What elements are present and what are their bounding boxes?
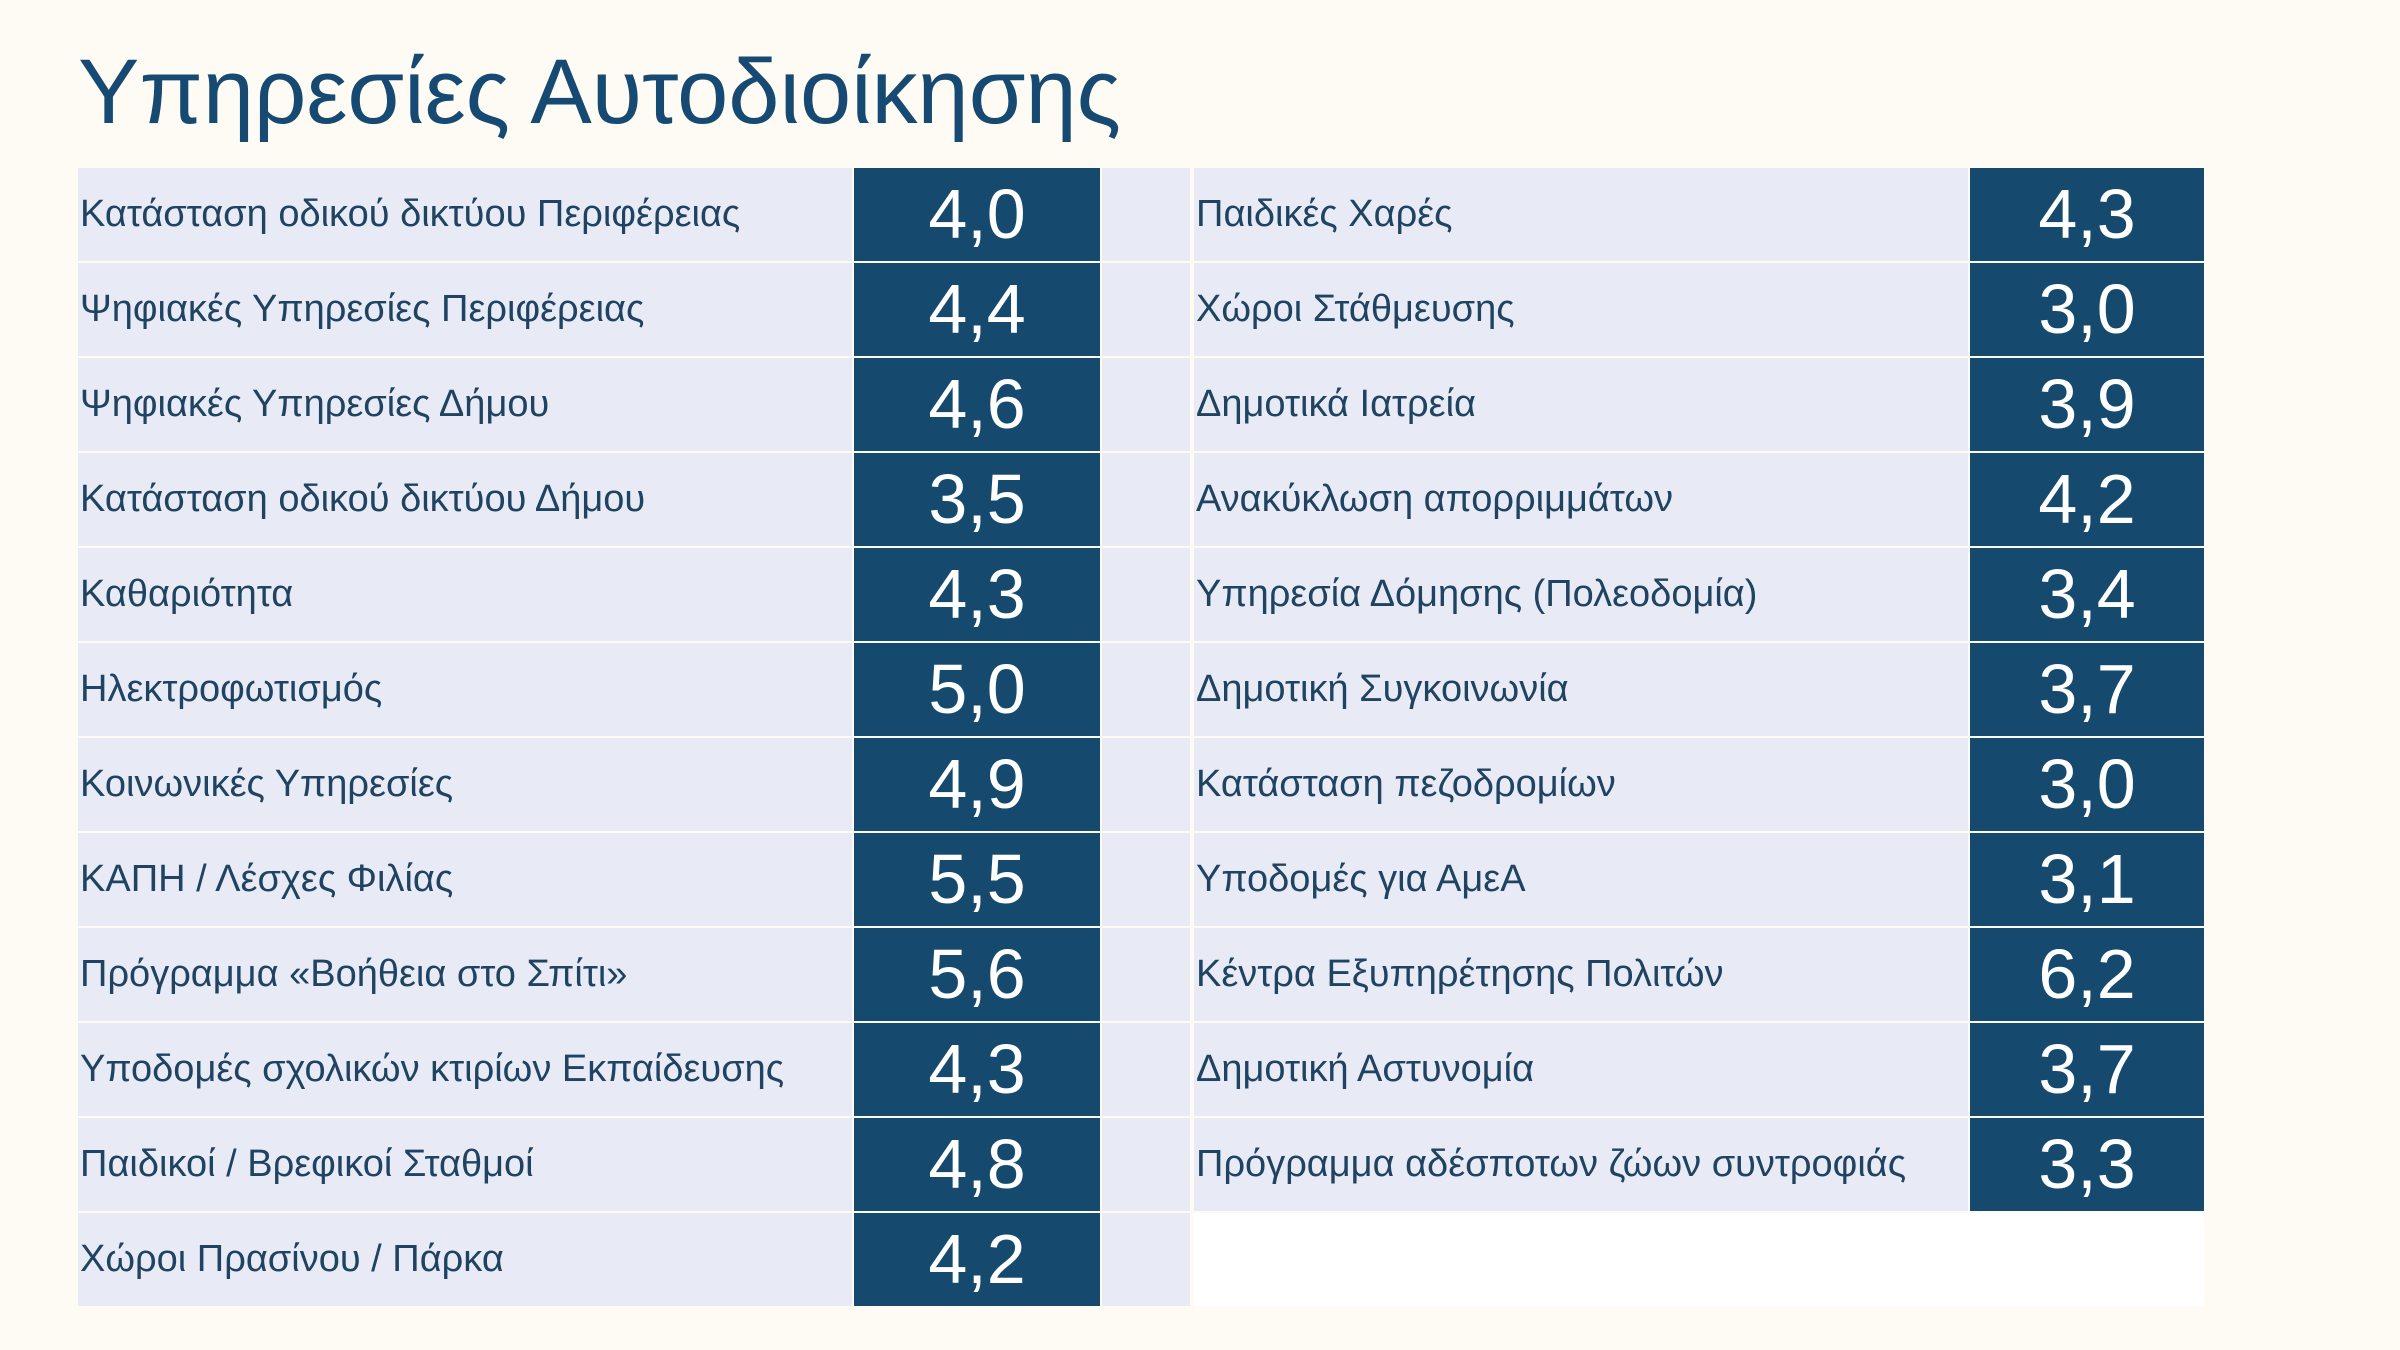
column-spacer [1102,548,1190,641]
rating-value: 4,2 [854,1213,1100,1306]
empty-cell [1194,1213,2204,1306]
rating-value: 3,7 [1970,643,2204,736]
service-label: Πρόγραμμα «Βοήθεια στο Σπίτι» [78,928,852,1021]
service-label: Παιδικοί / Βρεφικοί Σταθμοί [78,1118,852,1211]
rating-value: 4,8 [854,1118,1100,1211]
column-spacer [1102,1118,1190,1211]
rating-value: 5,5 [854,833,1100,926]
column-spacer [1102,1213,1190,1306]
column-spacer [1102,263,1190,356]
column-spacer [1102,643,1190,736]
rating-value: 4,3 [854,548,1100,641]
service-label: Υποδομές σχολικών κτιρίων Εκπαίδευσης [78,1023,852,1116]
rating-value: 3,4 [1970,548,2204,641]
service-label: Παιδικές Χαρές [1194,168,1968,261]
rating-value: 4,3 [854,1023,1100,1116]
service-label: Υπηρεσία Δόμησης (Πολεοδομία) [1194,548,1968,641]
column-spacer [1102,168,1190,261]
rating-value: 4,4 [854,263,1100,356]
rating-value: 3,5 [854,453,1100,546]
service-label: Ψηφιακές Υπηρεσίες Δήμου [78,358,852,451]
service-label: Χώροι Πρασίνου / Πάρκα [78,1213,852,1306]
service-label: Κέντρα Εξυπηρέτησης Πολιτών [1194,928,1968,1021]
service-label: Κατάσταση πεζοδρομίων [1194,738,1968,831]
rating-value: 4,3 [1970,168,2204,261]
service-label: Ηλεκτροφωτισμός [78,643,852,736]
rating-value: 3,7 [1970,1023,2204,1116]
rating-value: 3,1 [1970,833,2204,926]
rating-value: 4,2 [1970,453,2204,546]
rating-value: 4,0 [854,168,1100,261]
column-spacer [1102,928,1190,1021]
rating-value: 6,2 [1970,928,2204,1021]
rating-value: 3,0 [1970,738,2204,831]
rating-value: 5,6 [854,928,1100,1021]
column-spacer [1102,738,1190,831]
rating-value: 3,9 [1970,358,2204,451]
column-spacer [1102,1023,1190,1116]
service-label: Κατάσταση οδικού δικτύου Περιφέρειας [78,168,852,261]
service-label: Κοινωνικές Υπηρεσίες [78,738,852,831]
service-label: Δημοτικά Ιατρεία [1194,358,1968,451]
column-spacer [1102,833,1190,926]
service-label: Ανακύκλωση απορριμμάτων [1194,453,1968,546]
column-spacer [1102,358,1190,451]
service-label: Κατάσταση οδικού δικτύου Δήμου [78,453,852,546]
service-label: Καθαριότητα [78,548,852,641]
rating-value: 3,3 [1970,1118,2204,1211]
service-label: Χώροι Στάθμευσης [1194,263,1968,356]
service-label: Ψηφιακές Υπηρεσίες Περιφέρειας [78,263,852,356]
service-label: Δημοτική Συγκοινωνία [1194,643,1968,736]
page-title: Υπηρεσίες Αυτοδιοίκησης [78,41,1121,143]
rating-value: 5,0 [854,643,1100,736]
service-label: Πρόγραμμα αδέσποτων ζώων συντροφιάς [1194,1118,1968,1211]
rating-value: 3,0 [1970,263,2204,356]
service-label: ΚΑΠΗ / Λέσχες Φιλίας [78,833,852,926]
service-label: Δημοτική Αστυνομία [1194,1023,1968,1116]
column-spacer [1102,453,1190,546]
rating-value: 4,9 [854,738,1100,831]
service-label: Υποδομές για ΑμεΑ [1194,833,1968,926]
rating-value: 4,6 [854,358,1100,451]
